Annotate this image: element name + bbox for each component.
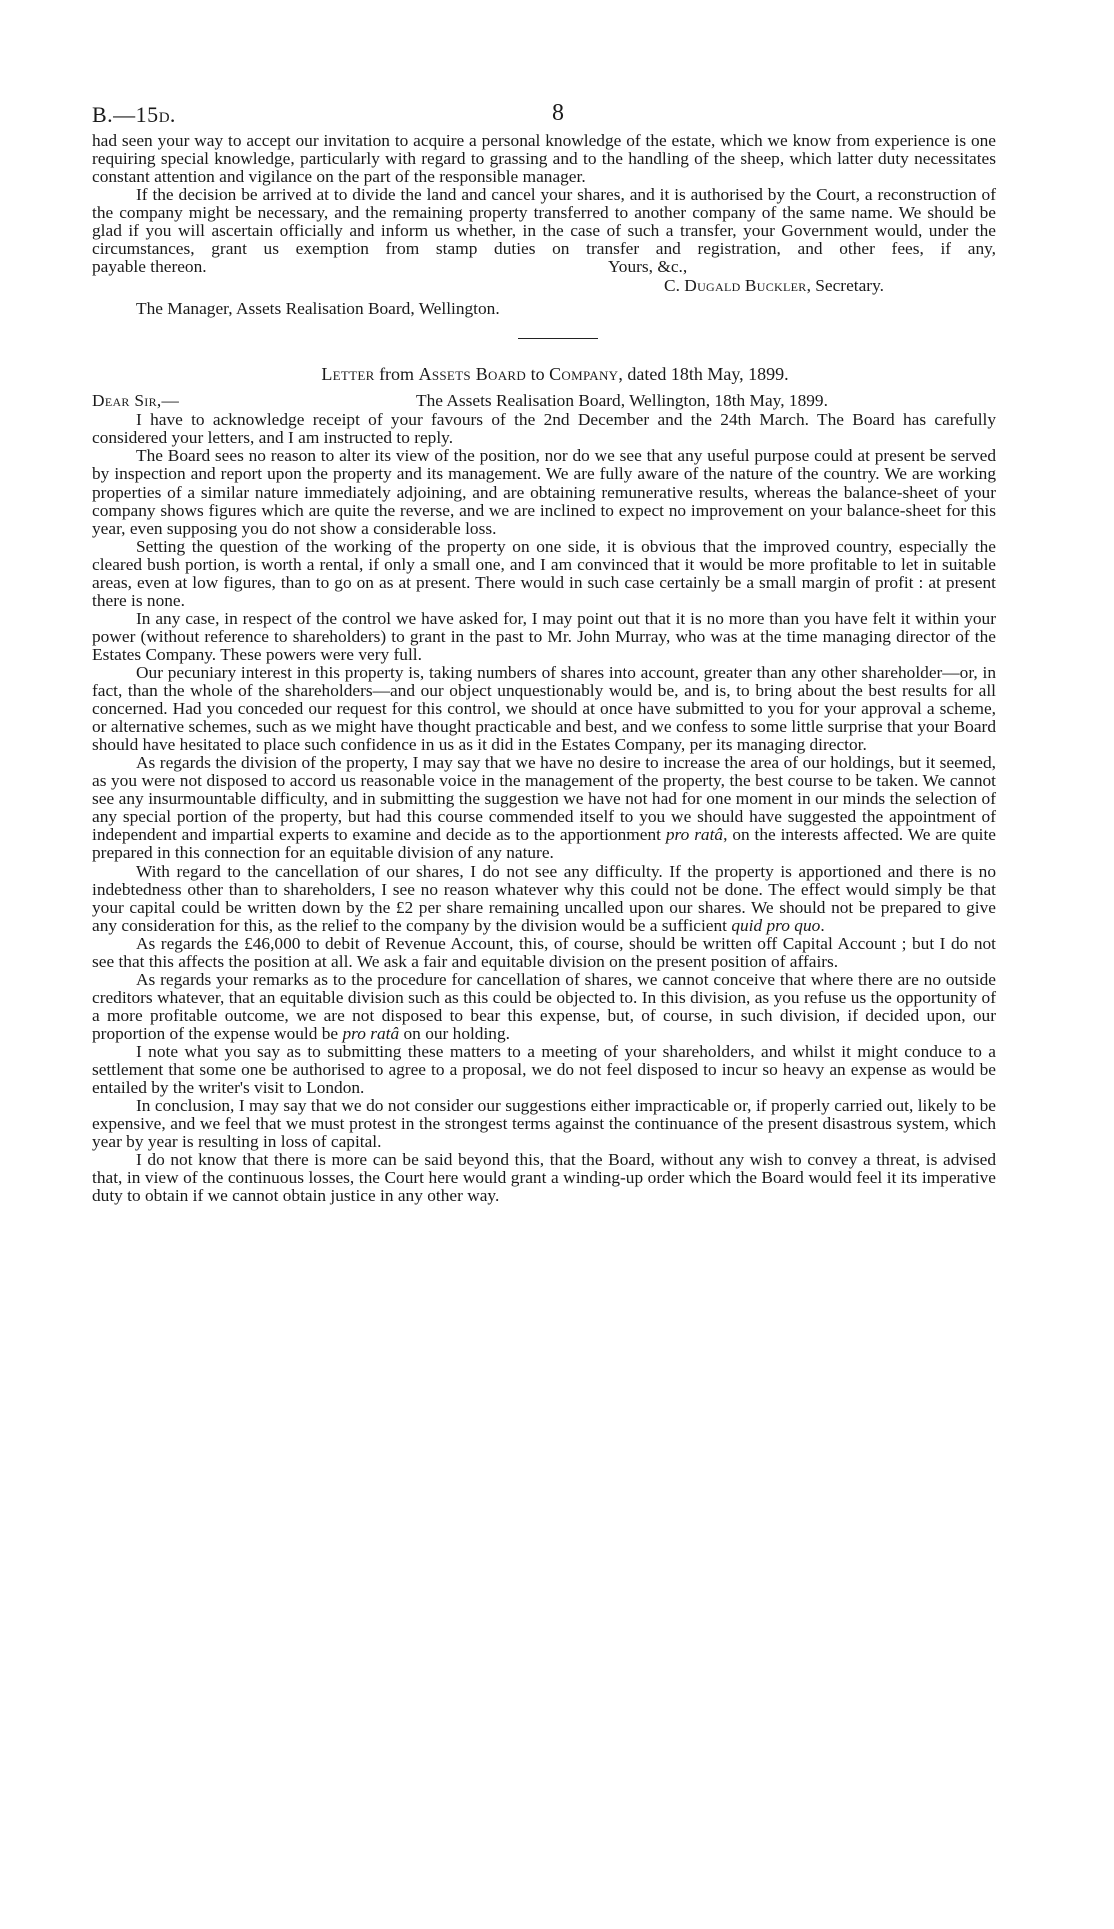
letter-paragraph: I note what you say as to submitting these matters to a meeting of your shareholders, and whilst it might conduce to a settlement that some one be authorised to agree to a proposal, we do not feel disposed to incur so heavy an expense as would be entailed by the writer's visit to London.: [92, 1041, 996, 1098]
letter-paragraph: I have to acknowledge receipt of your favours of the 2nd December and the 24th March. The Board has carefully considered your letters, and I am instructed to reply.: [92, 410, 996, 448]
title-word-assets-board: Assets Board: [418, 364, 527, 385]
reference-main: B.—15: [92, 102, 159, 127]
title-word-company: Company: [549, 364, 619, 385]
letter-paragraph: In any case, in respect of the control we have asked for, I may point out that it is no more than you have felt it within your power (without reference to shareholders) to grant in the past to Mr. John Murray, who was at the time managing director of the Estates Company. These powers were very full.: [92, 608, 996, 664]
intro-paragraph-2-last-line: payable thereon.: [92, 257, 207, 277]
title-word-to: to: [526, 364, 550, 385]
paragraph-7-italic: quid pro quo: [731, 915, 821, 935]
closing-salutation: Yours, &c.,: [608, 257, 688, 277]
signer-first-name: Dugald: [684, 276, 741, 296]
closing-row: [92, 258, 996, 276]
addressee: The Manager, Assets Realisation Board, Wellington.: [136, 299, 500, 319]
paragraph-9-italic: pro ratâ: [342, 1023, 400, 1043]
paragraph-6-text-a: As regards the division of the property, I may say that we have no desire to increase the area of our holdings, but it seemed, as you were not disposed to accord us reasonable voice in the management of the property, the best course to be taken. We cannot see any insurmountable difficulty, and in submitting the suggestion we have not had for one moment in our minds the selection of any special portion of the property, but had this course commended itself to you we should have suggested the appointment of independent and impartial experts to examine and decide as to the apportionment: [92, 753, 996, 845]
salutation-text: Dear Sir,: [92, 391, 162, 411]
paragraph-7-text-b: .: [820, 915, 825, 935]
letter-location-date: The Assets Realisation Board, Wellington, 18th May, 1899.: [416, 391, 828, 411]
paragraph-6-italic: pro ratâ: [665, 825, 724, 845]
intro-paragraph-1: had seen your way to accept our invitation to acquire a personal knowledge of the estate, which we know from experience is one requiring special knowledge, particularly with regard to grassing and to the handling of the sheep, which latter duty necessitates constant attention and vigilance on the part of the responsible manager.: [92, 131, 996, 187]
letter-paragraph: The Board sees no reason to alter its view of the position, nor do we see that any useful purpose could at present be served by inspection and report upon the property and its management. We are fully aware of the nature of the country. We are working properties of a similar nature immediately adjoining, and are obtaining remunerative results, whereas the balance-sheet of your company shows figures which are quite the reverse, and we are inclined to expect no improvement on your balance-sheet for this year, even supposing you do not show a considerable loss.: [92, 446, 996, 538]
salutation: [92, 391, 179, 411]
salutation-dash: —: [161, 391, 179, 411]
title-word-letter: Letter: [321, 364, 375, 385]
paragraph-9-text-b: on our holding.: [399, 1023, 510, 1043]
signer-last-name: Buckler: [744, 276, 807, 296]
intro-section: [92, 132, 996, 258]
letter-paragraph: Our pecuniary interest in this property is, taking numbers of shares into account, greater than any other shareholder—or, in fact, than the whole of the shareholders—and our object unquestionably would be, and is, to bring about the best results for all concerned. Had you conceded our request for this control, we should at once have submitted to you for your approval a scheme, or alternative schemes, such as we might have thought practicable and best, and we confess to some little surprise that your Board should have hesitated to place such confidence in us as it did in the Estates Company, per its managing director.: [92, 662, 996, 755]
intro-paragraph-2: If the decision be arrived at to divide the land and cancel your shares, and it is authorised by the Court, a reconstruction of the company might be necessary, and the remaining property transferred to another company of the same name. We should be glad if you will ascertain officially and inform us whether, in the case of such a transfer, your Government would, under the circumstances, grant us exemption from stamp duties on transfer and registration, and other fees, if any,: [92, 185, 996, 259]
letter-paragraph: [92, 863, 996, 935]
letter-body: [92, 411, 996, 1205]
page-header: [92, 96, 996, 132]
signer-initial: C.: [664, 276, 685, 296]
section-divider: [518, 338, 598, 339]
letter-paragraph: I do not know that there is more can be said beyond this, that the Board, without any wish to convey a threat, is advised that, in view of the continuous losses, the Court here would grant a winding-up order which the Board would feel it its imperative duty to obtain if we cannot obtain justice in any other way.: [92, 1150, 996, 1206]
page-number: 8: [552, 100, 564, 126]
letter-paragraph: [92, 754, 996, 862]
title-word-from: from: [374, 364, 419, 385]
letter-title: [92, 363, 996, 385]
letter-paragraph: Setting the question of the working of the property on one side, it is obvious that the improved country, especially the cleared bush portion, is worth a rental, if only a small one, and I am convinced that it would be more profitable to let in suitable areas, even at low figures, than to go on as at present. There would in such case certainly be a small margin of profit : at present there is none.: [92, 536, 996, 610]
document-page: [92, 96, 996, 1205]
reference-end: .: [169, 102, 176, 127]
letter-paragraph: In conclusion, I may say that we do not consider our suggestions either impracticable or, if properly carried out, likely to be expensive, and we feel that we must protest in the strongest terms against the continuance of the present disastrous system, which year by year is resulting in loss of capital.: [92, 1096, 996, 1152]
title-date: , dated 18th May, 1899.: [618, 364, 789, 385]
signer-title: , Secretary.: [806, 276, 884, 296]
letter-paragraph: As regards the £46,000 to debit of Revenue Account, this, of course, should be written off Capital Account ; but I do not see that this affects the position at all. We ask a fair and equitable division on the present position of affairs.: [92, 933, 996, 971]
salutation-row: [92, 391, 996, 411]
letter-paragraph: [92, 971, 996, 1043]
signature: [92, 276, 996, 296]
paragraph-6-text-b: , on the interests affected. We are quite prepared in this connection for an equitable division of any nature.: [92, 825, 997, 863]
paragraph-7-text-a: With regard to the cancellation of our shares, I do not see any difficulty. If the property is apportioned and there is no indebtedness other than to shareholders, I see no reason whatever why this could not be done. The effect would simply be that your capital could be written down by the £2 per share remaining uncalled upon our shares. We should not be prepared to give any consideration for this, as the relief to the company by the division would be a sufficient: [92, 861, 996, 935]
paragraph-9-text-a: As regards your remarks as to the procedure for cancellation of shares, we cannot conceive that where there are no outside creditors whatever, that an equitable division such as this could be objected to. In this division, as you refuse us the opportunity of a more profitable outcome, we are not disposed to bear this expense, but, of course, in such division, if decided upon, our proportion of the expense would be: [92, 969, 996, 1043]
reference-suffix: d: [158, 102, 170, 127]
document-reference: [92, 102, 176, 128]
